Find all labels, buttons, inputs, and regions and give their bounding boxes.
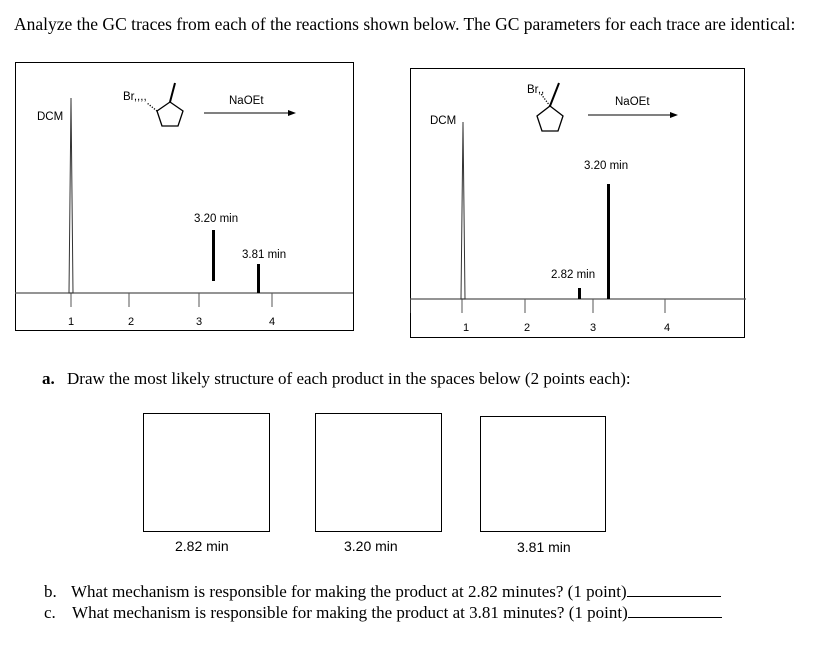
answer-box-3-81[interactable] — [480, 416, 606, 532]
solvent-label: DCM — [37, 111, 64, 123]
peak-label: 3.20 min — [194, 213, 239, 225]
axis-tick-label: 3 — [195, 316, 203, 328]
answer-box-label: 2.82 min — [175, 538, 229, 554]
reagent-label: NaOEt — [615, 96, 650, 108]
question-text: Draw the most likely structure of each product in the spaces below (2 points each): — [67, 369, 631, 388]
intro-text: Analyze the GC traces from each of the reactions shown below. The GC parameters for each trace are identical: — [14, 14, 796, 34]
answer-box-3-20[interactable] — [315, 413, 442, 532]
question-b — [44, 582, 721, 602]
gc-trace-panel-2 — [410, 68, 746, 340]
axis-tick-label: 4 — [268, 316, 276, 328]
question-letter: c. — [44, 603, 56, 622]
axis-tick-label: 4 — [663, 322, 671, 334]
answer-box-label: 3.20 min — [344, 538, 398, 554]
axis-tick-label: 2 — [523, 322, 531, 334]
question-letter: b. — [44, 582, 57, 601]
panel-frame — [16, 63, 354, 331]
question-text: What mechanism is responsible for making the product at 3.81 minutes? (1 point) — [72, 603, 628, 622]
substituent-label: Br,, — [527, 84, 545, 96]
answer-box-label: 3.81 min — [517, 539, 571, 555]
peak-label: 3.81 min — [242, 249, 287, 261]
product-peak-3-81 — [257, 264, 260, 293]
reagent-label: NaOEt — [229, 95, 264, 107]
solvent-label: DCM — [430, 115, 457, 127]
peak-label: 2.82 min — [551, 269, 596, 281]
answer-blank-b[interactable] — [627, 582, 721, 597]
axis-tick-label: 2 — [127, 316, 135, 328]
axis-tick-label: 1 — [462, 322, 470, 334]
answer-blank-c[interactable] — [628, 603, 722, 618]
product-peak-3-20 — [212, 230, 215, 281]
axis-tick-label: 3 — [589, 322, 597, 334]
answer-box-2-82[interactable] — [143, 413, 270, 532]
peak-label: 3.20 min — [584, 160, 629, 172]
question-letter: a. — [42, 369, 55, 388]
substituent-label: Br,,,, — [123, 91, 147, 103]
product-peak-2-82 — [578, 288, 581, 299]
axis-tick-label: 1 — [67, 316, 75, 328]
gc-trace-panel-1 — [15, 62, 355, 332]
question-text: What mechanism is responsible for making the product at 2.82 minutes? (1 point) — [71, 582, 627, 601]
question-a — [42, 369, 631, 389]
product-peak-3-20 — [607, 184, 610, 299]
question-c — [44, 603, 722, 623]
